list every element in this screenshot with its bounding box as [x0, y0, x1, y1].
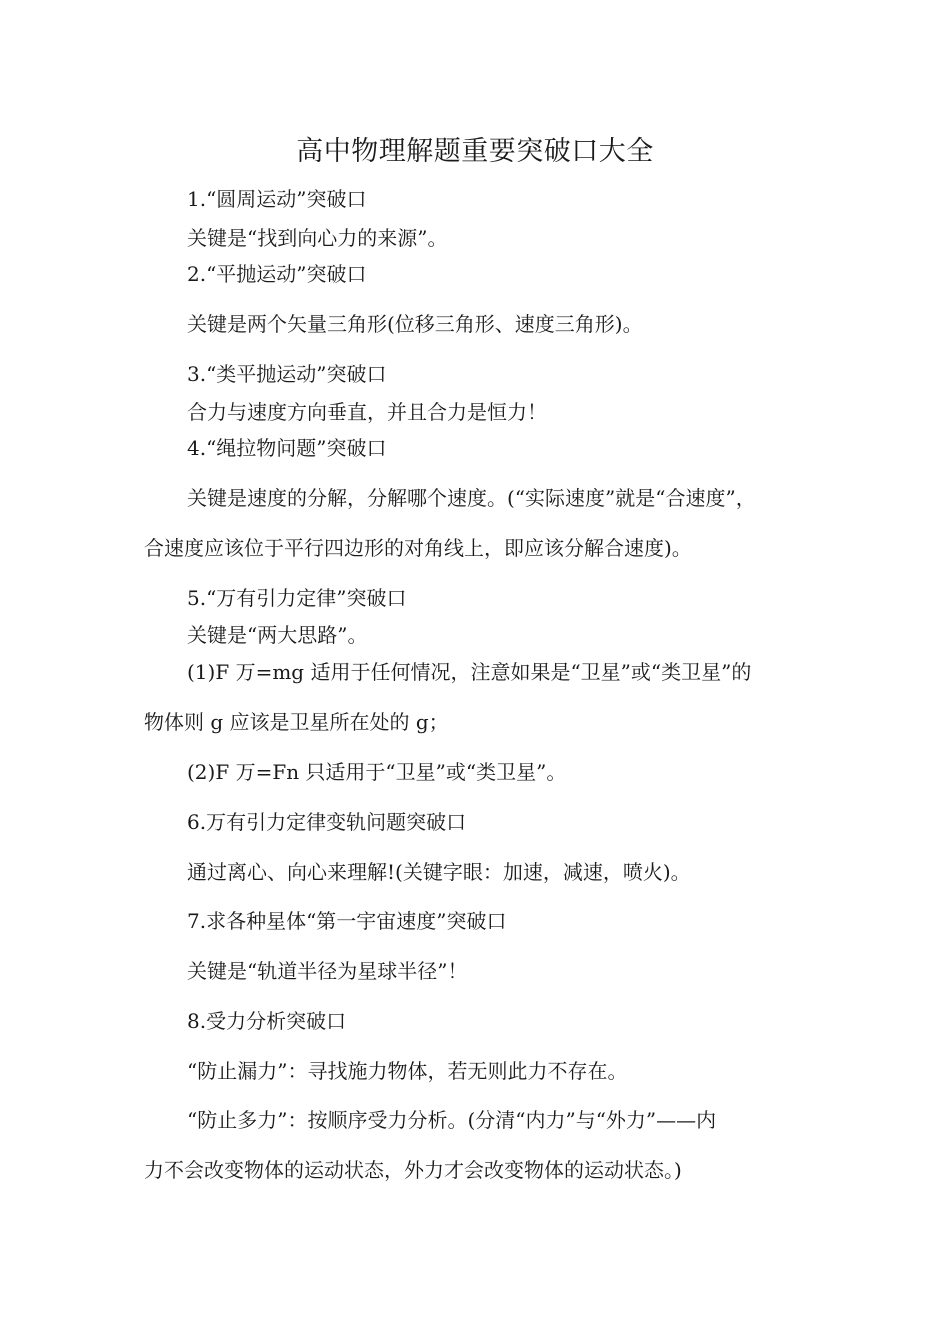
paragraph-line: “防止多力”：按顺序受力分析。(分清“内力”与“外力”——内 — [187, 1108, 717, 1132]
heading-1: 1.“圆周运动”突破口 — [187, 187, 367, 211]
document-title: 高中物理解题重要突破口大全 — [296, 136, 654, 167]
paragraph-line: (2)F 万=Fn 只适用于“卫星”或“类卫星”。 — [187, 760, 567, 784]
heading-4: 4.“绳拉物问题”突破口 — [187, 436, 387, 460]
paragraph-line: 物体则 g 应该是卫星所在处的 g； — [144, 710, 449, 734]
paragraph-line: 关键是“轨道半径为星球半径”！ — [187, 959, 468, 983]
heading-8: 8.受力分析突破口 — [187, 1009, 347, 1033]
paragraph-line: (1)F 万=mg 适用于任何情况，注意如果是“卫星”或“类卫星”的 — [187, 660, 752, 684]
heading-3: 3.“类平抛运动”突破口 — [187, 362, 387, 386]
paragraph-line: “防止漏力”：寻找施力物体，若无则此力不存在。 — [187, 1059, 628, 1083]
paragraph-line: 关键是两个矢量三角形(位移三角形、速度三角形)。 — [187, 312, 643, 336]
heading-5: 5.“万有引力定律”突破口 — [187, 586, 407, 610]
heading-7: 7.求各种星体“第一宇宙速度”突破口 — [187, 909, 507, 933]
paragraph-line: 关键是“找到向心力的来源”。 — [187, 226, 448, 250]
paragraph-line: 关键是速度的分解，分解哪个速度。(“实际速度”就是“合速度”， — [187, 486, 756, 510]
heading-2: 2.“平抛运动”突破口 — [187, 262, 367, 286]
heading-6: 6.万有引力定律变轨问题突破口 — [187, 810, 467, 834]
paragraph-line: 通过离心、向心来理解!(关键字眼：加速，减速，喷火)。 — [187, 860, 691, 884]
paragraph-line: 合速度应该位于平行四边形的对角线上，即应该分解合速度)。 — [144, 536, 692, 560]
paragraph-line: 关键是“两大思路”。 — [187, 623, 368, 647]
paragraph-line: 合力与速度方向垂直，并且合力是恒力！ — [187, 400, 547, 424]
paragraph-line: 力不会改变物体的运动状态，外力才会改变物体的运动状态。) — [144, 1158, 682, 1182]
